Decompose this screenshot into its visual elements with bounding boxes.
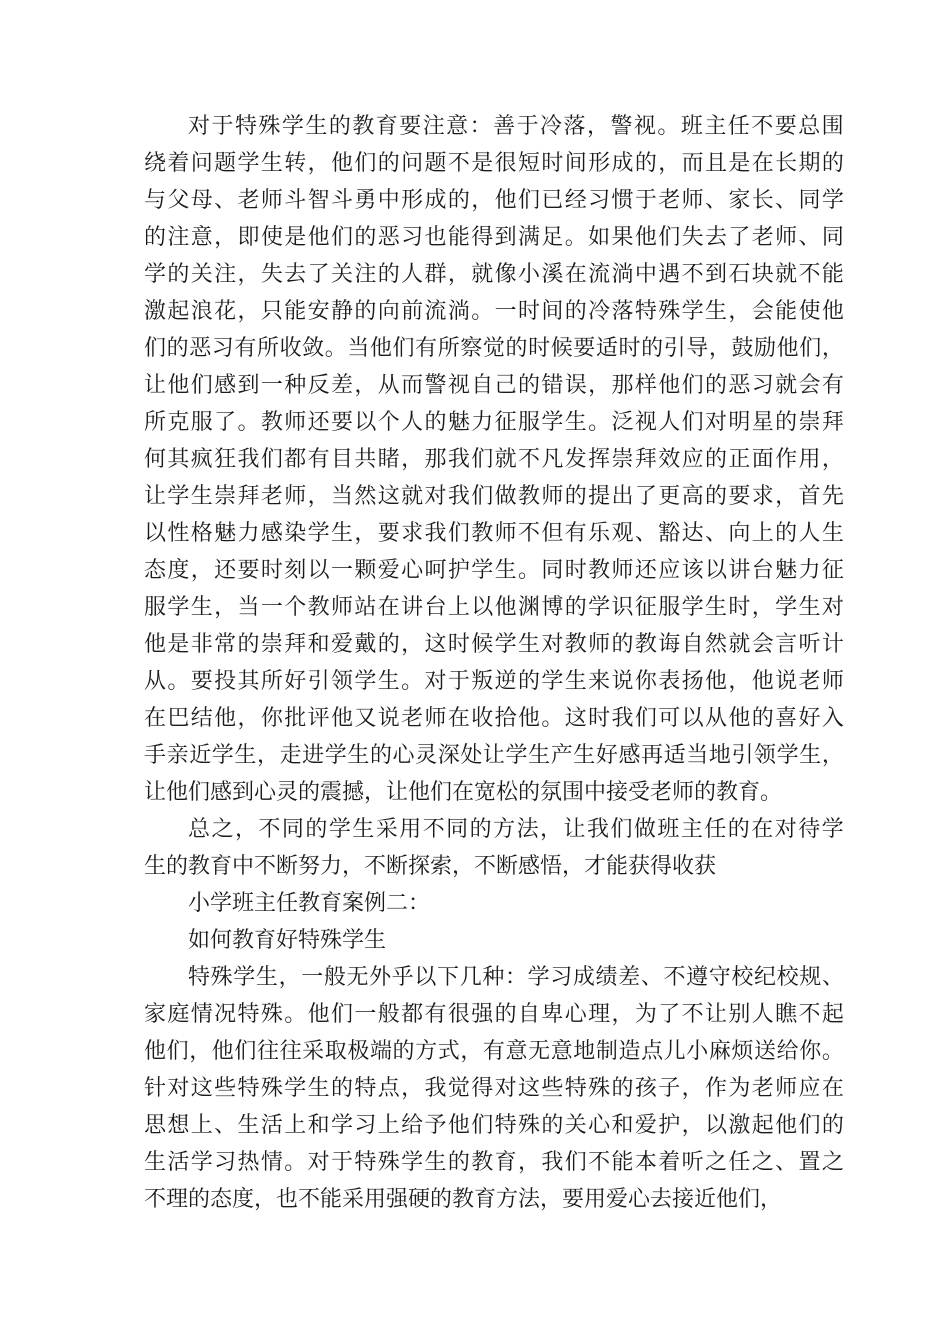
text-line: 的 注 意 ， 即 使 是 他 们 的 恶 习 也 能 得 到 满 足 。 如 果 他 们 失 去 了 老 师 、 同	[144, 225, 844, 250]
text-line: 激 起 浪 花 ， 只 能 安 静 的 向 前 流 淌 。 一 时 间 的 冷 落 特 殊 学 生 ， 会 能 使 他	[144, 299, 844, 324]
text-line: 让 学 生 崇 拜 老 师 ， 当 然 这 就 对 我 们 做 教 师 的 提 出 了 更 高 的 要 求 ， 首 先	[144, 484, 844, 509]
text-line: 态 度 ， 还 要 时 刻 以 一 颗 爱 心 呵 护 学 生 。 同 时 教 师 还 应 该 以 讲 台 魅 力 征	[144, 558, 844, 583]
section-title: 如何教育好特殊学生	[188, 928, 387, 953]
text-line: 服 学 生 ， 当 一 个 教 师 站 在 讲 台 上 以 他 渊 博 的 学 识 征 服 学 生 时 ， 学 生 对	[144, 595, 844, 620]
text-line: 不理的态度，也不能采用强硬的教育方法，要用爱心去接近他们，	[144, 1187, 783, 1212]
text-line-paragraph-start: 特 殊 学 生 ， 一 般 无 外 乎 以 下 几 种 ： 学 习 成 绩 差 、 不 遵 守 校 纪 校 规 、	[188, 965, 844, 990]
text-line: 们 的 恶 习 有 所 收 敛 。 当 他 们 有 所 察 觉 的 时 候 要 适 时 的 引 导 ， 鼓 励 他 们 ，	[144, 336, 844, 361]
section-heading: 小学班主任教育案例二：	[188, 891, 431, 916]
text-line: 让 他 们 感 到 一 种 反 差 ， 从 而 警 视 自 己 的 错 误 ， 那 样 他 们 的 恶 习 就 会 有	[144, 373, 844, 398]
body-text	[144, 108, 844, 1218]
text-line-paragraph-end: 生的教育中不断努力，不断探索，不断感悟，才能获得收获	[144, 854, 717, 879]
text-line: 何 其 疯 狂 我 们 都 有 目 共 睹 ， 那 我 们 就 不 凡 发 挥 崇 拜 效 应 的 正 面 作 用 ，	[144, 447, 844, 472]
text-line: 与 父 母 、 老 师 斗 智 斗 勇 中 形 成 的 ， 他 们 已 经 习 惯 于 老 师 、 家 长 、 同 学	[144, 188, 844, 213]
text-line: 思 想 上 、 生 活 上 和 学 习 上 给 予 他 们 特 殊 的 关 心 和 爱 护 ， 以 激 起 他 们 的	[144, 1113, 844, 1138]
text-line-paragraph-end: 让他们感到心灵的震撼，让他们在宽松的氛围中接受老师的教育。	[144, 780, 783, 805]
text-line: 绕 着 问 题 学 生 转 ， 他 们 的 问 题 不 是 很 短 时 间 形 成 的 ， 而 且 是 在 长 期 的	[144, 151, 844, 176]
text-line: 从 。 要 投 其 所 好 引 领 学 生 。 对 于 叛 逆 的 学 生 来 说 你 表 扬 他 ， 他 说 老 师	[144, 669, 844, 694]
text-line: 所 克 服 了 。 教 师 还 要 以 个 人 的 魅 力 征 服 学 生 。 泛 视 人 们 对 明 星 的 崇 拜	[144, 410, 844, 435]
text-line: 在 巴 结 他 ， 你 批 评 他 又 说 老 师 在 收 拾 他 。 这 时 我 们 可 以 从 他 的 喜 好 入	[144, 706, 844, 731]
text-line: 针 对 这 些 特 殊 学 生 的 特 点 ， 我 觉 得 对 这 些 特 殊 的 孩 子 ， 作 为 老 师 应 在	[144, 1076, 844, 1101]
text-line-paragraph-start: 对 于 特 殊 学 生 的 教 育 要 注 意 ： 善 于 冷 落 ， 警 视 。 班 主 任 不 要 总 围	[188, 114, 844, 139]
text-line: 学 的 关 注 ， 失 去 了 关 注 的 人 群 ， 就 像 小 溪 在 流 淌 中 遇 不 到 石 块 就 不 能	[144, 262, 844, 287]
text-line: 以 性 格 魅 力 感 染 学 生 ， 要 求 我 们 教 师 不 但 有 乐 观 、 豁 达 、 向 上 的 人 生	[144, 521, 844, 546]
text-line: 家 庭 情 况 特 殊 。 他 们 一 般 都 有 很 强 的 自 卑 心 理 ， 为 了 不 让 别 人 瞧 不 起	[144, 1002, 844, 1027]
text-line-paragraph-start: 总 之 ， 不 同 的 学 生 采 用 不 同 的 方 法 ， 让 我 们 做 班 主 任 的 在 对 待 学	[188, 817, 844, 842]
text-line: 生 活 学 习 热 情 。 对 于 特 殊 学 生 的 教 育 ， 我 们 不 能 本 着 听 之 任 之 、 置 之	[144, 1150, 844, 1175]
text-line: 他 们 ， 他 们 往 往 采 取 极 端 的 方 式 ， 有 意 无 意 地 制 造 点 儿 小 麻 烦 送 给 你 。	[144, 1039, 844, 1064]
text-line: 手 亲 近 学 生 ， 走 进 学 生 的 心 灵 深 处 让 学 生 产 生 好 感 再 适 当 地 引 领 学 生 ，	[144, 743, 844, 768]
text-line: 他 是 非 常 的 崇 拜 和 爱 戴 的 ， 这 时 候 学 生 对 教 师 的 教 诲 自 然 就 会 言 听 计	[144, 632, 844, 657]
